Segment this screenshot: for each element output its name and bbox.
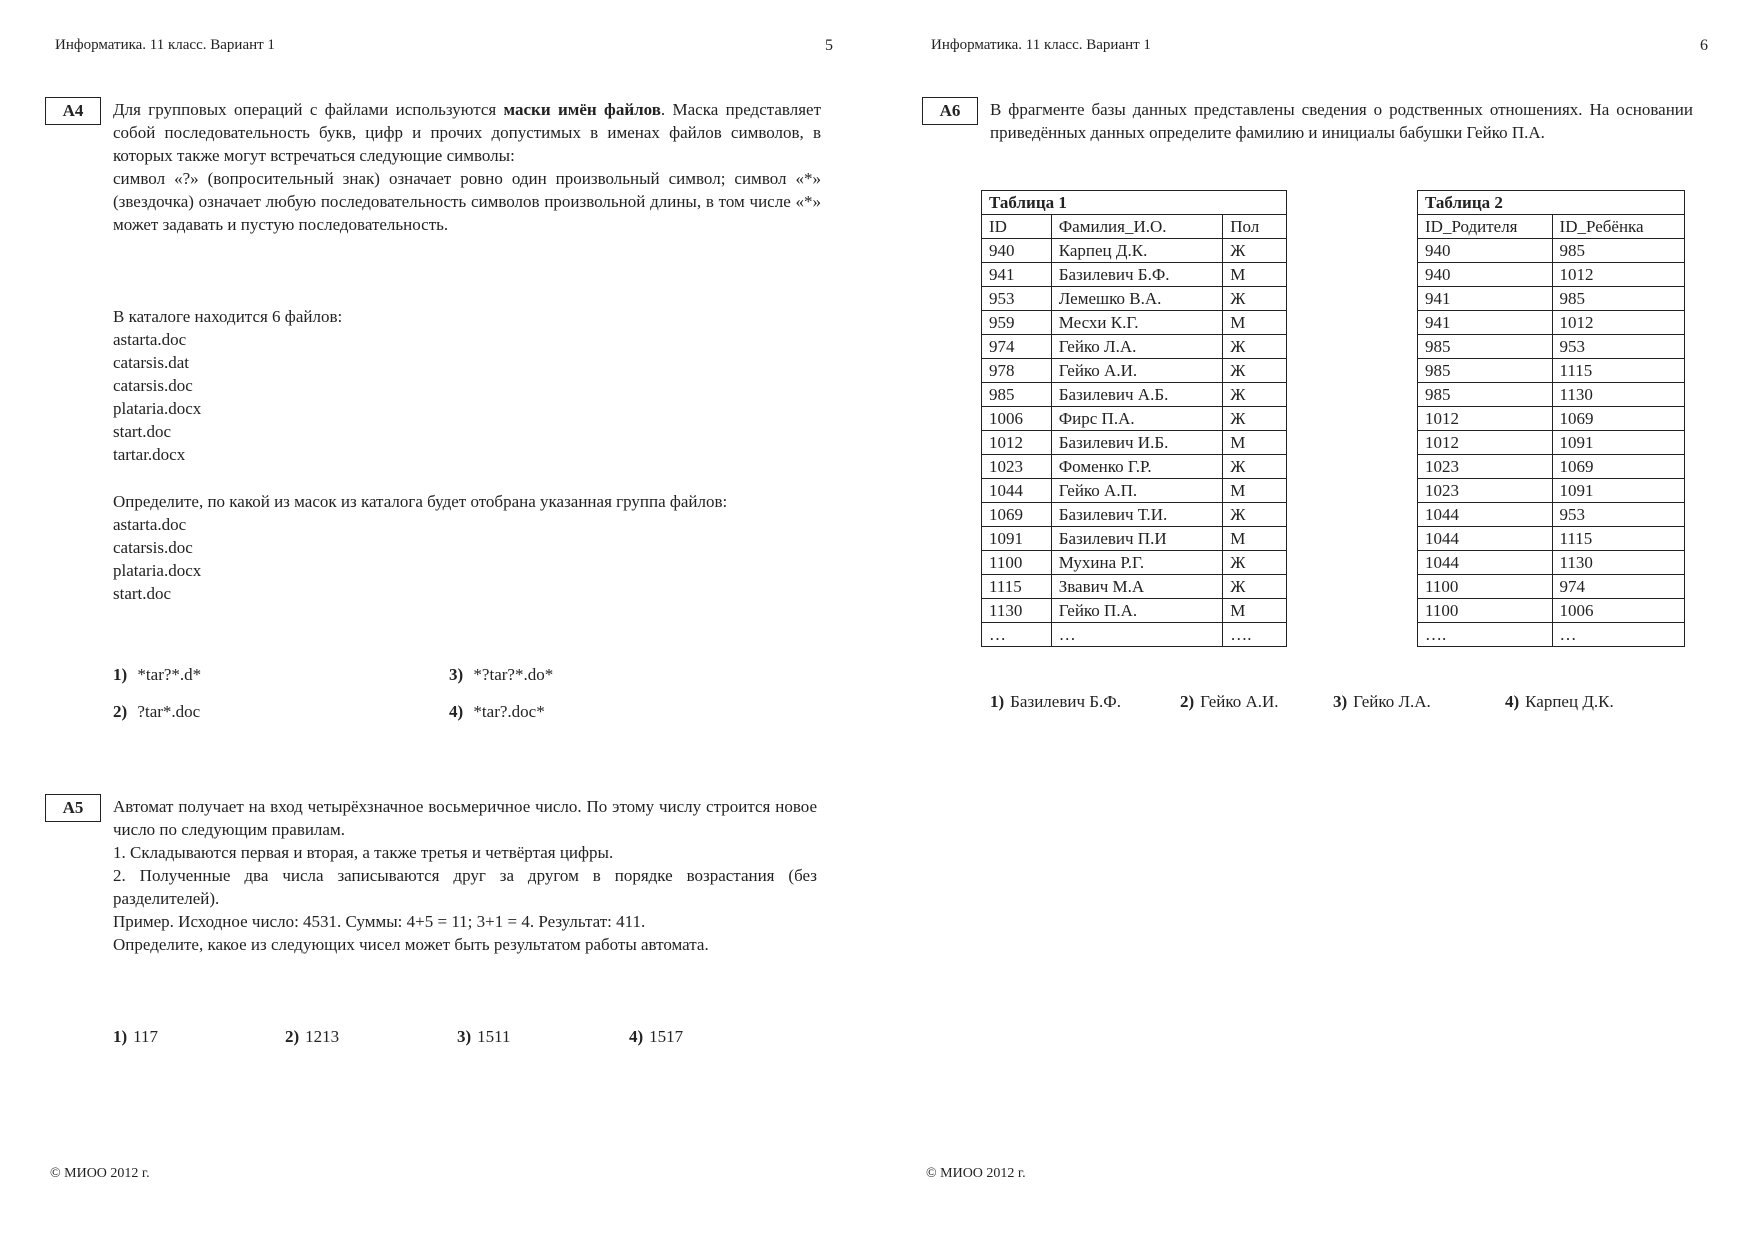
- answer-text: 117: [133, 1027, 159, 1046]
- table-cell: М: [1223, 479, 1287, 503]
- table-cell: …: [1051, 623, 1222, 647]
- table-cell: 1023: [982, 455, 1052, 479]
- table-cell: …: [1552, 623, 1684, 647]
- task-a4-intro: [113, 98, 821, 236]
- answer-number: 4): [629, 1027, 644, 1046]
- table-cell: 1091: [1552, 431, 1684, 455]
- table-row: [1418, 239, 1685, 263]
- answer-text: Гейко А.И.: [1200, 692, 1279, 711]
- table-cell: 974: [1552, 575, 1684, 599]
- a4-question: [113, 490, 793, 605]
- table-cell: 1044: [1418, 551, 1553, 575]
- answer-text: *tar?.doc*: [473, 702, 545, 721]
- table-cell: Мухина Р.Г.: [1051, 551, 1222, 575]
- a4-group-file: plataria.docx: [113, 561, 202, 580]
- table-header-cell: ID_Родителя: [1418, 215, 1553, 239]
- a4-catalog-title: В каталоге находится 6 файлов:: [113, 307, 343, 326]
- a4-catalog-file: catarsis.dat: [113, 353, 189, 372]
- answer-number: 2): [113, 702, 128, 721]
- left-page-number: 5: [825, 37, 833, 54]
- table-cell: 941: [1418, 311, 1553, 335]
- table-cell: Гейко Л.А.: [1051, 335, 1222, 359]
- table-cell: 985: [1418, 335, 1553, 359]
- table-cell: М: [1223, 431, 1287, 455]
- table-row: [1418, 431, 1685, 455]
- a4-group-file: astarta.doc: [113, 515, 187, 534]
- table-cell: 974: [982, 335, 1052, 359]
- table-row: [982, 263, 1287, 287]
- table-row: [982, 383, 1287, 407]
- table-cell: 1130: [982, 599, 1052, 623]
- a4-group-file: start.doc: [113, 584, 172, 603]
- table-row: [1418, 551, 1685, 575]
- table-cell: 1012: [1552, 311, 1684, 335]
- table-cell: Фирс П.А.: [1051, 407, 1222, 431]
- table-row: [982, 359, 1287, 383]
- table-header-cell: ID: [982, 215, 1052, 239]
- table-row: [1418, 527, 1685, 551]
- table-cell: Базилевич Т.И.: [1051, 503, 1222, 527]
- table-cell: 1100: [982, 551, 1052, 575]
- table-2-caption: Таблица 2: [1418, 191, 1685, 215]
- a4-answer-1: [113, 665, 201, 685]
- answer-text: 1511: [477, 1027, 511, 1046]
- task-a5-text: [113, 795, 817, 956]
- a4-catalog: [113, 305, 821, 466]
- table-row: [982, 599, 1287, 623]
- answer-number: 1): [113, 1027, 128, 1046]
- answer-number: 2): [285, 1027, 300, 1046]
- table-cell: 1100: [1418, 599, 1553, 623]
- table-cell: 1012: [1418, 407, 1553, 431]
- table-1-caption: Таблица 1: [982, 191, 1287, 215]
- table-cell: М: [1223, 311, 1287, 335]
- a6-answer-3: [1333, 692, 1431, 712]
- table-cell: 940: [1418, 263, 1553, 287]
- right-page-number: 6: [1700, 37, 1708, 54]
- left-page-footer: © МИОО 2012 г.: [50, 1166, 150, 1181]
- table-cell: М: [1223, 263, 1287, 287]
- a4-answer-2: [113, 702, 200, 722]
- table-row: [1418, 383, 1685, 407]
- answer-number: 3): [457, 1027, 472, 1046]
- answer-text: Гейко Л.А.: [1353, 692, 1431, 711]
- table-cell: 1069: [1552, 407, 1684, 431]
- table-cell: Ж: [1223, 383, 1287, 407]
- table-cell: 985: [1552, 287, 1684, 311]
- table-header-cell: Пол: [1223, 215, 1287, 239]
- table-cell: 1069: [1552, 455, 1684, 479]
- a4-catalog-file: plataria.docx: [113, 399, 202, 418]
- table-cell: 1091: [1552, 479, 1684, 503]
- task-a4-tag: А4: [45, 97, 101, 125]
- answer-text: 1213: [305, 1027, 340, 1046]
- table-row: [1418, 359, 1685, 383]
- table-cell: Базилевич А.Б.: [1051, 383, 1222, 407]
- a4-catalog-file: start.doc: [113, 422, 172, 441]
- answer-number: 4): [449, 702, 464, 721]
- table-2: [1417, 190, 1685, 647]
- table-cell: 1091: [982, 527, 1052, 551]
- table-row: [982, 335, 1287, 359]
- table-1-body: [982, 239, 1287, 647]
- table-row: [1418, 311, 1685, 335]
- a4-answer-4: [449, 702, 545, 722]
- table-cell: 953: [982, 287, 1052, 311]
- answer-text: 1517: [649, 1027, 684, 1046]
- table-cell: Лемешко В.А.: [1051, 287, 1222, 311]
- table-row: [1418, 287, 1685, 311]
- a4-rule-text: символ «?» (вопросительный знак) означает ровно один произвольный символ; символ «*» (звездочка) означает любую последовательность символов произвольной длины, в том числе «*» может задавать и пустую последовательность.: [113, 169, 821, 234]
- table-cell: 940: [982, 239, 1052, 263]
- a5-answer-1: [113, 1027, 158, 1047]
- table-cell: Гейко А.П.: [1051, 479, 1222, 503]
- table-cell: ….: [1223, 623, 1287, 647]
- table-row: [982, 287, 1287, 311]
- table-row: [982, 407, 1287, 431]
- table-cell: 1044: [1418, 503, 1553, 527]
- table-header-cell: Фамилия_И.О.: [1051, 215, 1222, 239]
- table-1: [981, 190, 1287, 647]
- table-cell: 985: [1418, 383, 1553, 407]
- table-cell: 1115: [982, 575, 1052, 599]
- table-cell: 959: [982, 311, 1052, 335]
- table-cell: 1006: [1552, 599, 1684, 623]
- table-cell: 1069: [982, 503, 1052, 527]
- table-cell: 1023: [1418, 479, 1553, 503]
- table-cell: 1044: [1418, 527, 1553, 551]
- table-cell: 1115: [1552, 527, 1684, 551]
- table-cell: Ж: [1223, 455, 1287, 479]
- answer-text: Базилевич Б.Ф.: [1010, 692, 1121, 711]
- table-cell: 1044: [982, 479, 1052, 503]
- a5-answer-2: [285, 1027, 339, 1047]
- left-page-header: Информатика. 11 класс. Вариант 1: [55, 37, 275, 53]
- table-cell: 978: [982, 359, 1052, 383]
- table-cell: …: [982, 623, 1052, 647]
- table-cell: Гейко П.А.: [1051, 599, 1222, 623]
- table-cell: 1012: [1418, 431, 1553, 455]
- table-cell: Базилевич П.И: [1051, 527, 1222, 551]
- table-cell: 1006: [982, 407, 1052, 431]
- table-cell: Звавич М.А: [1051, 575, 1222, 599]
- table-cell: М: [1223, 599, 1287, 623]
- answer-number: 3): [1333, 692, 1348, 711]
- table-row: [1418, 623, 1685, 647]
- table-row: [982, 527, 1287, 551]
- table-cell: 985: [1552, 239, 1684, 263]
- table-header-cell: ID_Ребёнка: [1552, 215, 1684, 239]
- a4-group-file: catarsis.doc: [113, 538, 193, 557]
- table-cell: М: [1223, 527, 1287, 551]
- task-a6-text: В фрагменте базы данных представлены сведения о родственных отношениях. На основании приведённых данных определите фамилию и инициалы бабушки Гейко П.А.: [990, 100, 1693, 142]
- table-cell: 985: [1418, 359, 1553, 383]
- a5-line: 2. Полученные два числа записываются друг за другом в порядке возрастания (без разделителей).: [113, 866, 817, 908]
- a6-answer-2: [1180, 692, 1279, 712]
- right-page-header: Информатика. 11 класс. Вариант 1: [931, 37, 1151, 53]
- table-row: [1418, 407, 1685, 431]
- table-cell: ….: [1418, 623, 1553, 647]
- table-cell: 985: [982, 383, 1052, 407]
- a4-intro-start: Для групповых операций с файлами используются: [113, 100, 504, 119]
- a4-answer-3: [449, 665, 553, 685]
- table-cell: 1012: [982, 431, 1052, 455]
- table-row: [982, 311, 1287, 335]
- table-cell: 953: [1552, 335, 1684, 359]
- answer-number: 4): [1505, 692, 1520, 711]
- task-a5-tag: А5: [45, 794, 101, 822]
- table-row: [1418, 503, 1685, 527]
- a5-line: Пример. Исходное число: 4531. Суммы: 4+5 = 11; 3+1 = 4. Результат: 411.: [113, 912, 646, 931]
- table-row: [1418, 263, 1685, 287]
- table-row: [982, 431, 1287, 455]
- a4-catalog-file: astarta.doc: [113, 330, 187, 349]
- a4-intro-bold: маски имён файлов: [503, 100, 661, 119]
- table-2-body: [1418, 239, 1685, 647]
- table-1-header-row: [982, 215, 1287, 239]
- table-cell: 1012: [1552, 263, 1684, 287]
- table-cell: Ж: [1223, 359, 1287, 383]
- table-cell: Гейко А.И.: [1051, 359, 1222, 383]
- table-row: [982, 239, 1287, 263]
- a4-catalog-file: catarsis.doc: [113, 376, 193, 395]
- table-2-header-row: [1418, 215, 1685, 239]
- table-cell: 941: [1418, 287, 1553, 311]
- table-row: [982, 455, 1287, 479]
- table-cell: 940: [1418, 239, 1553, 263]
- table-cell: Ж: [1223, 407, 1287, 431]
- table-row: [1418, 335, 1685, 359]
- table-cell: Ж: [1223, 575, 1287, 599]
- table-cell: 1100: [1418, 575, 1553, 599]
- table-row: [982, 623, 1287, 647]
- table-row: [982, 503, 1287, 527]
- a5-line: Определите, какое из следующих чисел может быть результатом работы автомата.: [113, 935, 709, 954]
- table-cell: 1130: [1552, 383, 1684, 407]
- answer-text: *tar?*.d*: [137, 665, 202, 684]
- table-cell: Базилевич И.Б.: [1051, 431, 1222, 455]
- table-cell: Фоменко Г.Р.: [1051, 455, 1222, 479]
- table-cell: 1115: [1552, 359, 1684, 383]
- a5-answer-4: [629, 1027, 683, 1047]
- table-row: [1418, 455, 1685, 479]
- task-a6-tag: А6: [922, 97, 978, 125]
- table-cell: Ж: [1223, 551, 1287, 575]
- a6-answer-1: [990, 692, 1121, 712]
- a4-question-text: Определите, по какой из масок из каталога будет отобрана указанная группа файлов:: [113, 492, 728, 511]
- a5-line: Автомат получает на вход четырёхзначное восьмеричное число. По этому числу строится новое число по следующим правилам.: [113, 797, 817, 839]
- answer-text: *?tar?*.do*: [473, 665, 554, 684]
- a5-answer-3: [457, 1027, 511, 1047]
- a6-answer-4: [1505, 692, 1614, 712]
- table-cell: Базилевич Б.Ф.: [1051, 263, 1222, 287]
- answer-text: Карпец Д.К.: [1525, 692, 1614, 711]
- table-row: [982, 551, 1287, 575]
- answer-number: 1): [113, 665, 128, 684]
- table-cell: 953: [1552, 503, 1684, 527]
- a4-catalog-file: tartar.docx: [113, 445, 186, 464]
- answer-number: 2): [1180, 692, 1195, 711]
- table-cell: Ж: [1223, 503, 1287, 527]
- answer-number: 1): [990, 692, 1005, 711]
- answer-text: ?tar*.doc: [137, 702, 201, 721]
- table-row: [1418, 575, 1685, 599]
- table-cell: Ж: [1223, 335, 1287, 359]
- table-cell: Ж: [1223, 287, 1287, 311]
- table-cell: 1130: [1552, 551, 1684, 575]
- right-page-footer: © МИОО 2012 г.: [926, 1166, 1026, 1181]
- table-row: [982, 479, 1287, 503]
- a5-line: 1. Складываются первая и вторая, а также третья и четвёртая цифры.: [113, 843, 614, 862]
- answer-number: 3): [449, 665, 464, 684]
- table-cell: Ж: [1223, 239, 1287, 263]
- table-row: [1418, 599, 1685, 623]
- table-row: [982, 575, 1287, 599]
- table-cell: Месхи К.Г.: [1051, 311, 1222, 335]
- table-row: [1418, 479, 1685, 503]
- table-cell: 941: [982, 263, 1052, 287]
- a4-intro-end: . Маска представляет собой последовательность букв, цифр и прочих допустимых в именах файлов символов, в которых также могут встречаться следующие символы:: [113, 100, 821, 165]
- table-cell: Карпец Д.К.: [1051, 239, 1222, 263]
- table-cell: 1023: [1418, 455, 1553, 479]
